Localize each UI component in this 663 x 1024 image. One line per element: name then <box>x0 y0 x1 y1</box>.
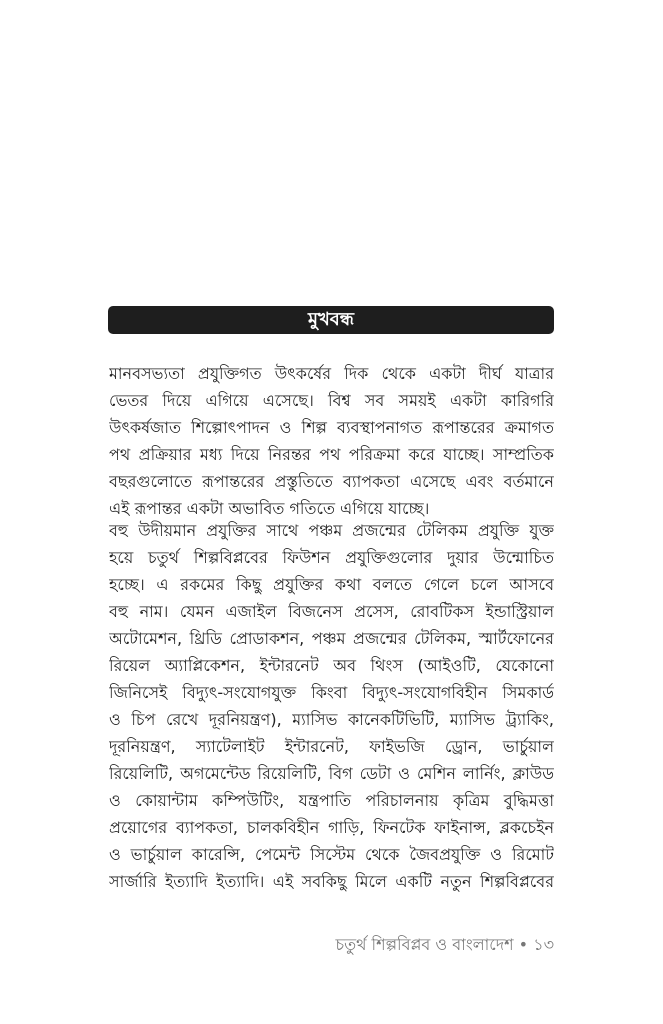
running-footer <box>335 933 554 957</box>
footer-separator: • <box>518 935 529 954</box>
text-line: বছরগুলোতে রূপান্তরের প্রস্তুতিতে ব্যাপকতা এসেছে এবং বর্তমানে <box>109 472 554 491</box>
footer-book-title: চতুর্থ শিল্পবিপ্লব ও বাংলাদেশ <box>335 935 514 954</box>
text-line: রিয়েল অ্যাপ্লিকেশন, ইন্টারনেট অব থিংস (আইওটি, যেকোনো <box>109 656 554 675</box>
text-line: বহু উদীয়মান প্রযুক্তির সাথে পঞ্চম প্রজন্মের টেলিকম প্রযুক্তি যুক্ত <box>109 521 554 540</box>
text-line: দূরনিয়ন্ত্রণ, স্যাটেলাইট ইন্টারনেট, ফাইভজি ড্রোন, ভার্চুয়াল <box>109 737 554 756</box>
text-line: মানবসভ্যতা প্রযুক্তিগত উৎকর্ষের দিক থেকে একটা দীর্ঘ যাত্রার <box>109 364 554 383</box>
text-line: জিনিসেই বিদ্যুৎ-সংযোগযুক্ত কিংবা বিদ্যুৎ-সংযোগবিহীন সিমকার্ড <box>109 683 554 702</box>
text-line: এই রূপান্তর একটা অভাবিত গতিতে এগিয়ে যাচ্ছে। <box>109 499 430 518</box>
text-line: রিয়েলিটি, অগমেন্টেড রিয়েলিটি, বিগ ডেটা ও মেশিন লার্নিং, ক্লাউড <box>109 764 554 783</box>
text-line: হচ্ছে। এ রকমের কিছু প্রযুক্তির কথা বলতে গেলে চলে আসবে <box>109 575 554 594</box>
text-line: অটোমেশন, থ্রিডি প্রোডাকশন, পঞ্চম প্রজন্মের টেলিকম, স্মার্টফোনের <box>109 629 554 648</box>
text-line: সার্জারি ইত্যাদি ইত্যাদি। এই সবকিছু মিলে একটি নতুন শিল্পবিপ্লবের <box>109 872 554 891</box>
text-line: ও চিপ রেখে দূরনিয়ন্ত্রণ), ম্যাসিভ কানেকটিভিটি, ম্যাসিভ ট্র্যাকিং, <box>109 710 554 729</box>
text-line: ও ভার্চুয়াল কারেন্সি, পেমেন্ট সিস্টেম থেকে জৈবপ্রযুক্তি ও রিমোট <box>109 845 554 864</box>
page-number: ১৩ <box>533 935 554 954</box>
text-line: ও কোয়ান্টাম কম্পিউটিং, যন্ত্রপাতি পরিচালনায় কৃত্রিম বুদ্ধিমত্তা <box>109 791 554 810</box>
text-line: পথ প্রক্রিয়ার মধ্য দিয়ে নিরন্তর পথ পরিক্রমা করে যাচ্ছে। সাম্প্রতিক <box>109 445 554 464</box>
text-line: বহু নাম। যেমন এজাইল বিজনেস প্রসেস, রোবটিকস ইন্ডাস্ট্রিয়াল <box>109 602 554 621</box>
text-line: ভেতর দিয়ে এগিয়ে এসেছে। বিশ্ব সব সময়ই একটা কারিগরি <box>109 391 554 410</box>
text-line: উৎকর্ষজাত শিল্পোৎপাদন ও শিল্প ব্যবস্থাপনাগত রূপান্তরের ক্রমাগত <box>109 418 554 437</box>
paragraph-1 <box>109 360 554 522</box>
text-line: হয়ে চতুর্থ শিল্পবিপ্লবের ফিউশন প্রযুক্তিগুলোর দুয়ার উন্মোচিত <box>109 548 554 567</box>
section-heading: মুখবন্ধ <box>108 306 554 334</box>
text-line: প্রয়োগের ব্যাপকতা, চালকবিহীন গাড়ি, ফিনটেক ফাইনান্স, ব্লকচেইন <box>109 818 554 837</box>
paragraph-2 <box>109 517 554 895</box>
